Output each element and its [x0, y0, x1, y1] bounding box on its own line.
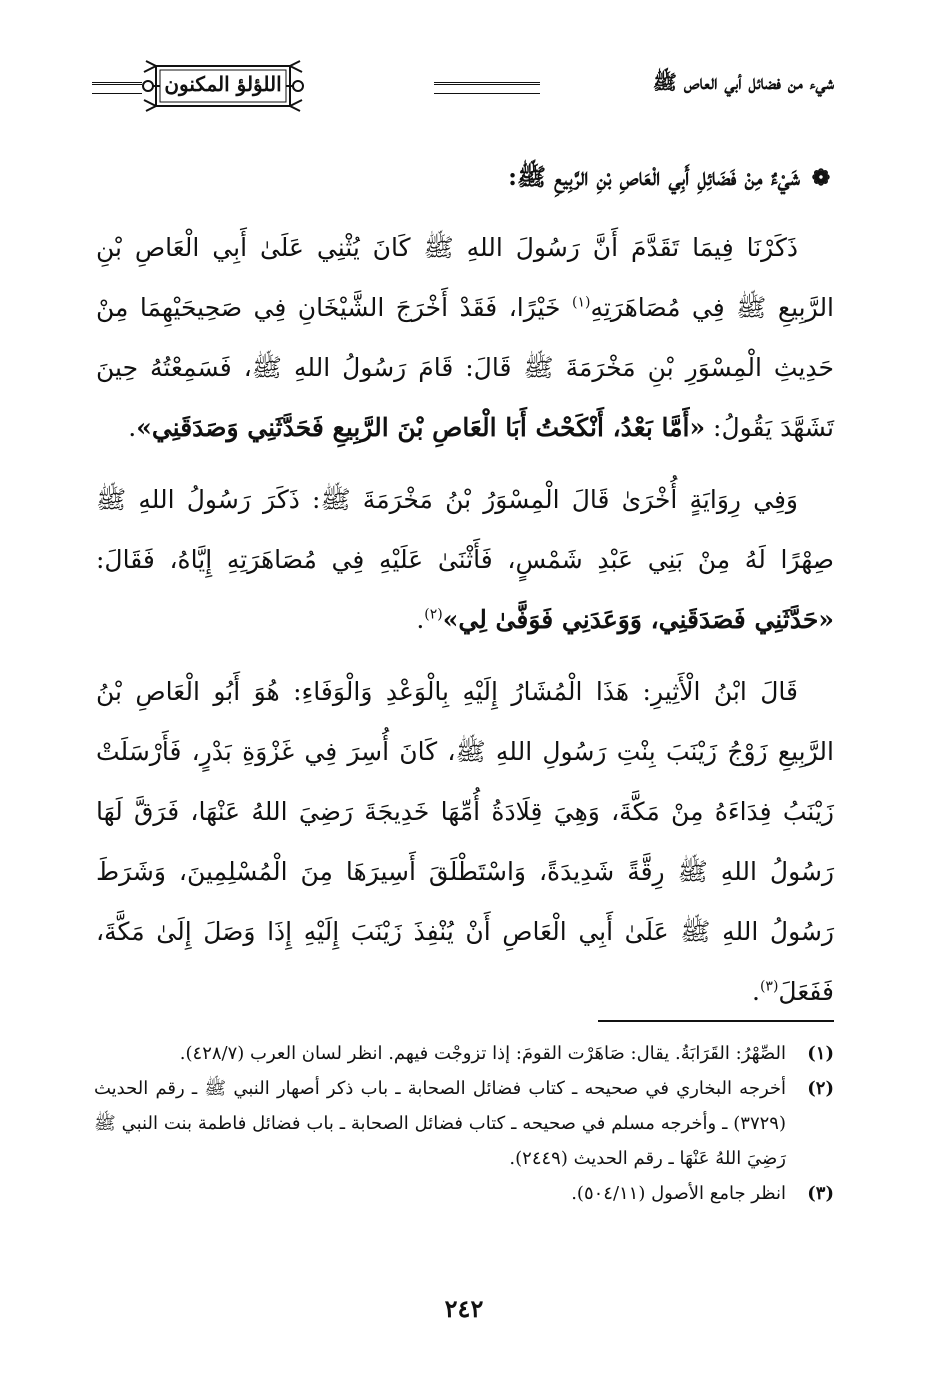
footnote-3	[94, 1176, 834, 1211]
section-heading-text: شَيْءٌ مِنْ فَضَائِلِ أَبِي الْعَاصِ بْنِ الرَّبِيعِ ﷺ:	[508, 162, 800, 191]
paragraph-2-text-a: وَفِي رِوَايَةٍ أُخْرَىٰ قَالَ الْمِسْوَرُ بْنُ مَخْرَمَةَ ﷺ: ذَكَرَ رَسُولُ اللهِ ﷺ صِهْرًا لَهُ مِنْ بَنِي عَبْدِ شَمْسٍ، فَأَثْنَىٰ عَلَيْهِ فِي مُصَاهَرَتِهِ إِيَّاهُ، فَقَالَ:	[96, 485, 834, 574]
footnote-2	[94, 1071, 834, 1176]
footnote-text: أخرجه البخاري في صحيحه ـ كتاب فضائل الصحابة ـ باب ذكر أصهار النبي ﷺ ـ رقم الحديث (٣٧٢٩) ـ وأخرجه مسلم في صحيحه ـ كتاب فضائل الصحابة ـ باب فضائل فاطمة بنت النبي ﷺ رَضِيَ اللهُ عَنْهَا ـ رقم الحديث (٢٤٤٩).	[94, 1078, 786, 1169]
paragraph-2-end: .	[416, 605, 425, 634]
chapter-title: شيء من فضائل أبي العاص ﷺ	[652, 70, 834, 94]
book-title-cartouche	[142, 60, 304, 112]
footnotes	[94, 1036, 834, 1211]
header-rule-right	[434, 82, 540, 94]
paragraph-1-text-a: ذَكَرْنَا فِيمَا تَقَدَّمَ أَنَّ رَسُولَ اللهِ ﷺ كَانَ يُثْنِي عَلَىٰ أَبِي الْعَاصِ بْنِ الرَّبِيعِ ﷺ فِي مُصَاهَرَتِهِ	[96, 233, 835, 322]
book-title: اللؤلؤ المكنون	[164, 72, 282, 96]
flower-ornament-icon: ❁	[811, 165, 831, 191]
paragraph-3-end: .	[751, 977, 760, 1006]
footnote-text: انظر جامع الأصول (٥٠٤/١١).	[571, 1183, 786, 1204]
header-rule-left	[92, 82, 142, 94]
paragraph-2	[96, 470, 834, 650]
footnote-separator	[598, 1020, 834, 1022]
footnote-ref-1[interactable]: (١)	[571, 294, 591, 311]
paragraph-1	[96, 218, 834, 458]
footnote-number: (١)	[807, 1043, 834, 1064]
footnote-ref-3[interactable]: (٣)	[759, 978, 779, 995]
paragraph-1-text-b: خَيْرًا، فَقَدْ أَخْرَجَ الشَّيْخَانِ فِي صَحِيحَيْهِمَا مِنْ حَدِيثِ الْمِسْوَرِ بْنِ مَخْرَمَةَ ﷺ قَالَ: قَامَ رَسُولُ اللهِ ﷺ، فَسَمِعْتُهُ حِينَ تَشَهَّدَ يَقُولُ:	[96, 293, 834, 442]
footnote-text: الصِّهْرُ: القَرَابَةُ. يقال: صَاهَرْت القومَ: إذا تزوجْت فيهم. انظر لسان العرب (٤٢٨/٧).	[179, 1043, 786, 1064]
hadith-quote-1: «أَمَّا بَعْدُ، أَنْكَحْتُ أَبَا الْعَاصِ بْنَ الرَّبِيعِ فَحَدَّثَنِي وَصَدَقَنِي»	[136, 413, 706, 442]
footnote-ref-2[interactable]: (٢)	[424, 606, 443, 623]
running-header	[92, 58, 834, 116]
paragraph-3	[96, 662, 834, 1022]
footnote-number: (٣)	[807, 1183, 834, 1204]
footnote-1	[94, 1036, 834, 1071]
hadith-quote-2: «حَدَّثَنِي فَصَدَقَنِي، وَوَعَدَنِي فَوَفَّىٰ لِي»	[442, 605, 834, 634]
page-number: ٢٤٢	[444, 1294, 484, 1323]
section-heading	[96, 148, 834, 206]
footnote-number: (٢)	[807, 1078, 834, 1099]
main-text	[96, 148, 834, 1022]
paragraph-1-end: .	[128, 413, 137, 442]
paragraph-3-text: قَالَ ابْنُ الْأَثِيرِ: هَذَا الْمُشَارُ إِلَيْهِ بِالْوَعْدِ وَالْوَفَاءِ: هُوَ أَبُو الْعَاصِ بْنُ الرَّبِيعِ زَوْجُ زَيْنَبَ بِنْتِ رَسُولِ اللهِ ﷺ، كَانَ أُسِرَ فِي غَزْوَةِ بَدْرٍ، فَأَرْسَلَتْ زَيْنَبُ فِدَاءَهُ مِنْ مَكَّةَ، وَهِيَ قِلَادَةُ أُمِّهَا خَدِيجَةَ رَضِيَ اللهُ عَنْهَا، فَرَقَّ لَهَا رَسُولُ اللهِ ﷺ رِقَّةً شَدِيدَةً، وَاسْتَطْلَقَ أَسِيرَهَا مِنَ الْمُسْلِمِينَ، وَشَرَطَ رَسُولُ اللهِ ﷺ عَلَىٰ أَبِي الْعَاصِ أَنْ يُنْفِذَ زَيْنَبَ إِلَيْهِ إِذَا وَصَلَ إِلَىٰ مَكَّةَ، فَفَعَلَ	[96, 677, 834, 1006]
